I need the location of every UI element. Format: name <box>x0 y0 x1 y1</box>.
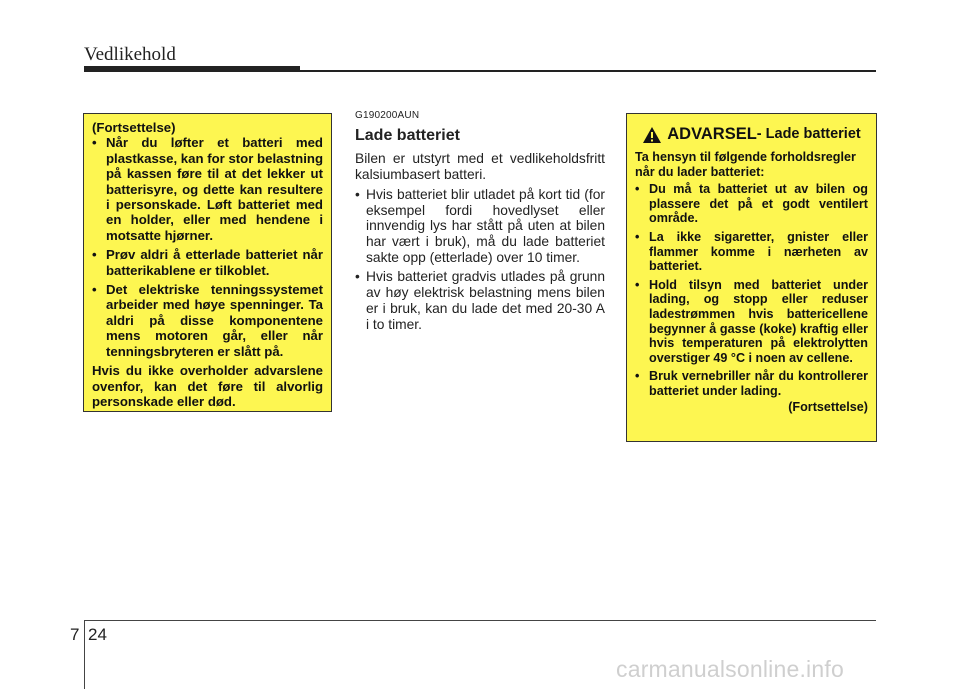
main-text-column <box>355 108 605 336</box>
warning-intro: Ta hensyn til følgende forholdsregler når du lader batteriet: <box>635 150 856 179</box>
left-caution-box <box>83 113 332 412</box>
warning-title-sub: - Lade batteriet <box>756 126 861 143</box>
warning-bullet: • Bruk vernebriller når du kontrollerer batteriet under lading. <box>635 369 868 398</box>
section-bullet: • Hvis batteriet blir utladet på kort tid (for eksempel fordi hovedlyset eller innvendig lys har stått på uten at bilen har vært i bruk), må du lade batteriet sakte opp (etterlade) over 10 timer. <box>355 187 605 267</box>
left-box-bullet-list <box>92 135 323 359</box>
footer-rule <box>84 620 876 621</box>
warning-box <box>626 113 877 442</box>
watermark-text: carmanualsonline.info <box>616 656 844 682</box>
page-number: 24 <box>88 625 107 644</box>
warning-bullet: • Hold tilsyn med batteriet under lading, og stopp eller reduser ladestrømmen hvis battericellene begynner å gasse (koke) kraftig eller hvis temperaturen på elektrolytten overstiger 49 °C i noen av cellene. <box>635 278 868 366</box>
header-rule-thin <box>300 70 876 72</box>
warning-bullet: • Du må ta batteriet ut av bilen og plassere det på et godt ventilert område. <box>635 182 868 226</box>
chapter-number: 7 <box>70 625 80 644</box>
warning-bullet: • La ikke sigaretter, gnister eller flammer komme i nærheten av batteriet. <box>635 230 868 274</box>
left-box-bullet: • Prøv aldri å etterlade batteriet når batterikablene er tilkoblet. <box>92 247 323 278</box>
left-box-bullet: • Det elektriske tenningssystemet arbeider med høye spenninger. Ta aldri på disse komponentene mens motoren går, eller når tenningsbryteren er slått på. <box>92 282 323 359</box>
warning-heading <box>635 126 868 144</box>
section-header-title: Vedlikehold <box>84 44 176 65</box>
warning-triangle-icon <box>642 126 662 144</box>
section-intro: Bilen er utstyrt med et vedlikeholdsfritt kalsiumbasert batteri. <box>355 150 605 182</box>
section-code: G190200AUN <box>355 110 420 121</box>
left-box-footer-text: Hvis du ikke overholder advarslene ovenfor, kan det føre til alvorlig personskade eller død. <box>92 363 323 409</box>
warning-continued-label: (Fortsettelse) <box>788 399 868 414</box>
section-bullet-list <box>355 187 605 333</box>
left-box-continued-label: (Fortsettelse) <box>92 120 176 135</box>
header-rule-thick <box>84 66 300 72</box>
left-box-bullet: • Når du løfter et batteri med plastkasse, kan for stor belastning på kassen føre til at det lekker ut batterisyre, og dette kan resultere i personskade. Løft batteriet med en holder, eller med hendene i motsatte hjørner. <box>92 135 323 243</box>
warning-bullet-list <box>635 182 868 398</box>
section-title: Lade batteriet <box>355 126 460 144</box>
section-bullet: • Hvis batteriet gradvis utlades på grunn av høy elektrisk belastning mens bilen er i bruk, kan du lade det med 20-30 A i to timer. <box>355 269 605 333</box>
warning-title-main: ADVARSEL <box>667 125 757 144</box>
footer-divider <box>84 620 85 689</box>
